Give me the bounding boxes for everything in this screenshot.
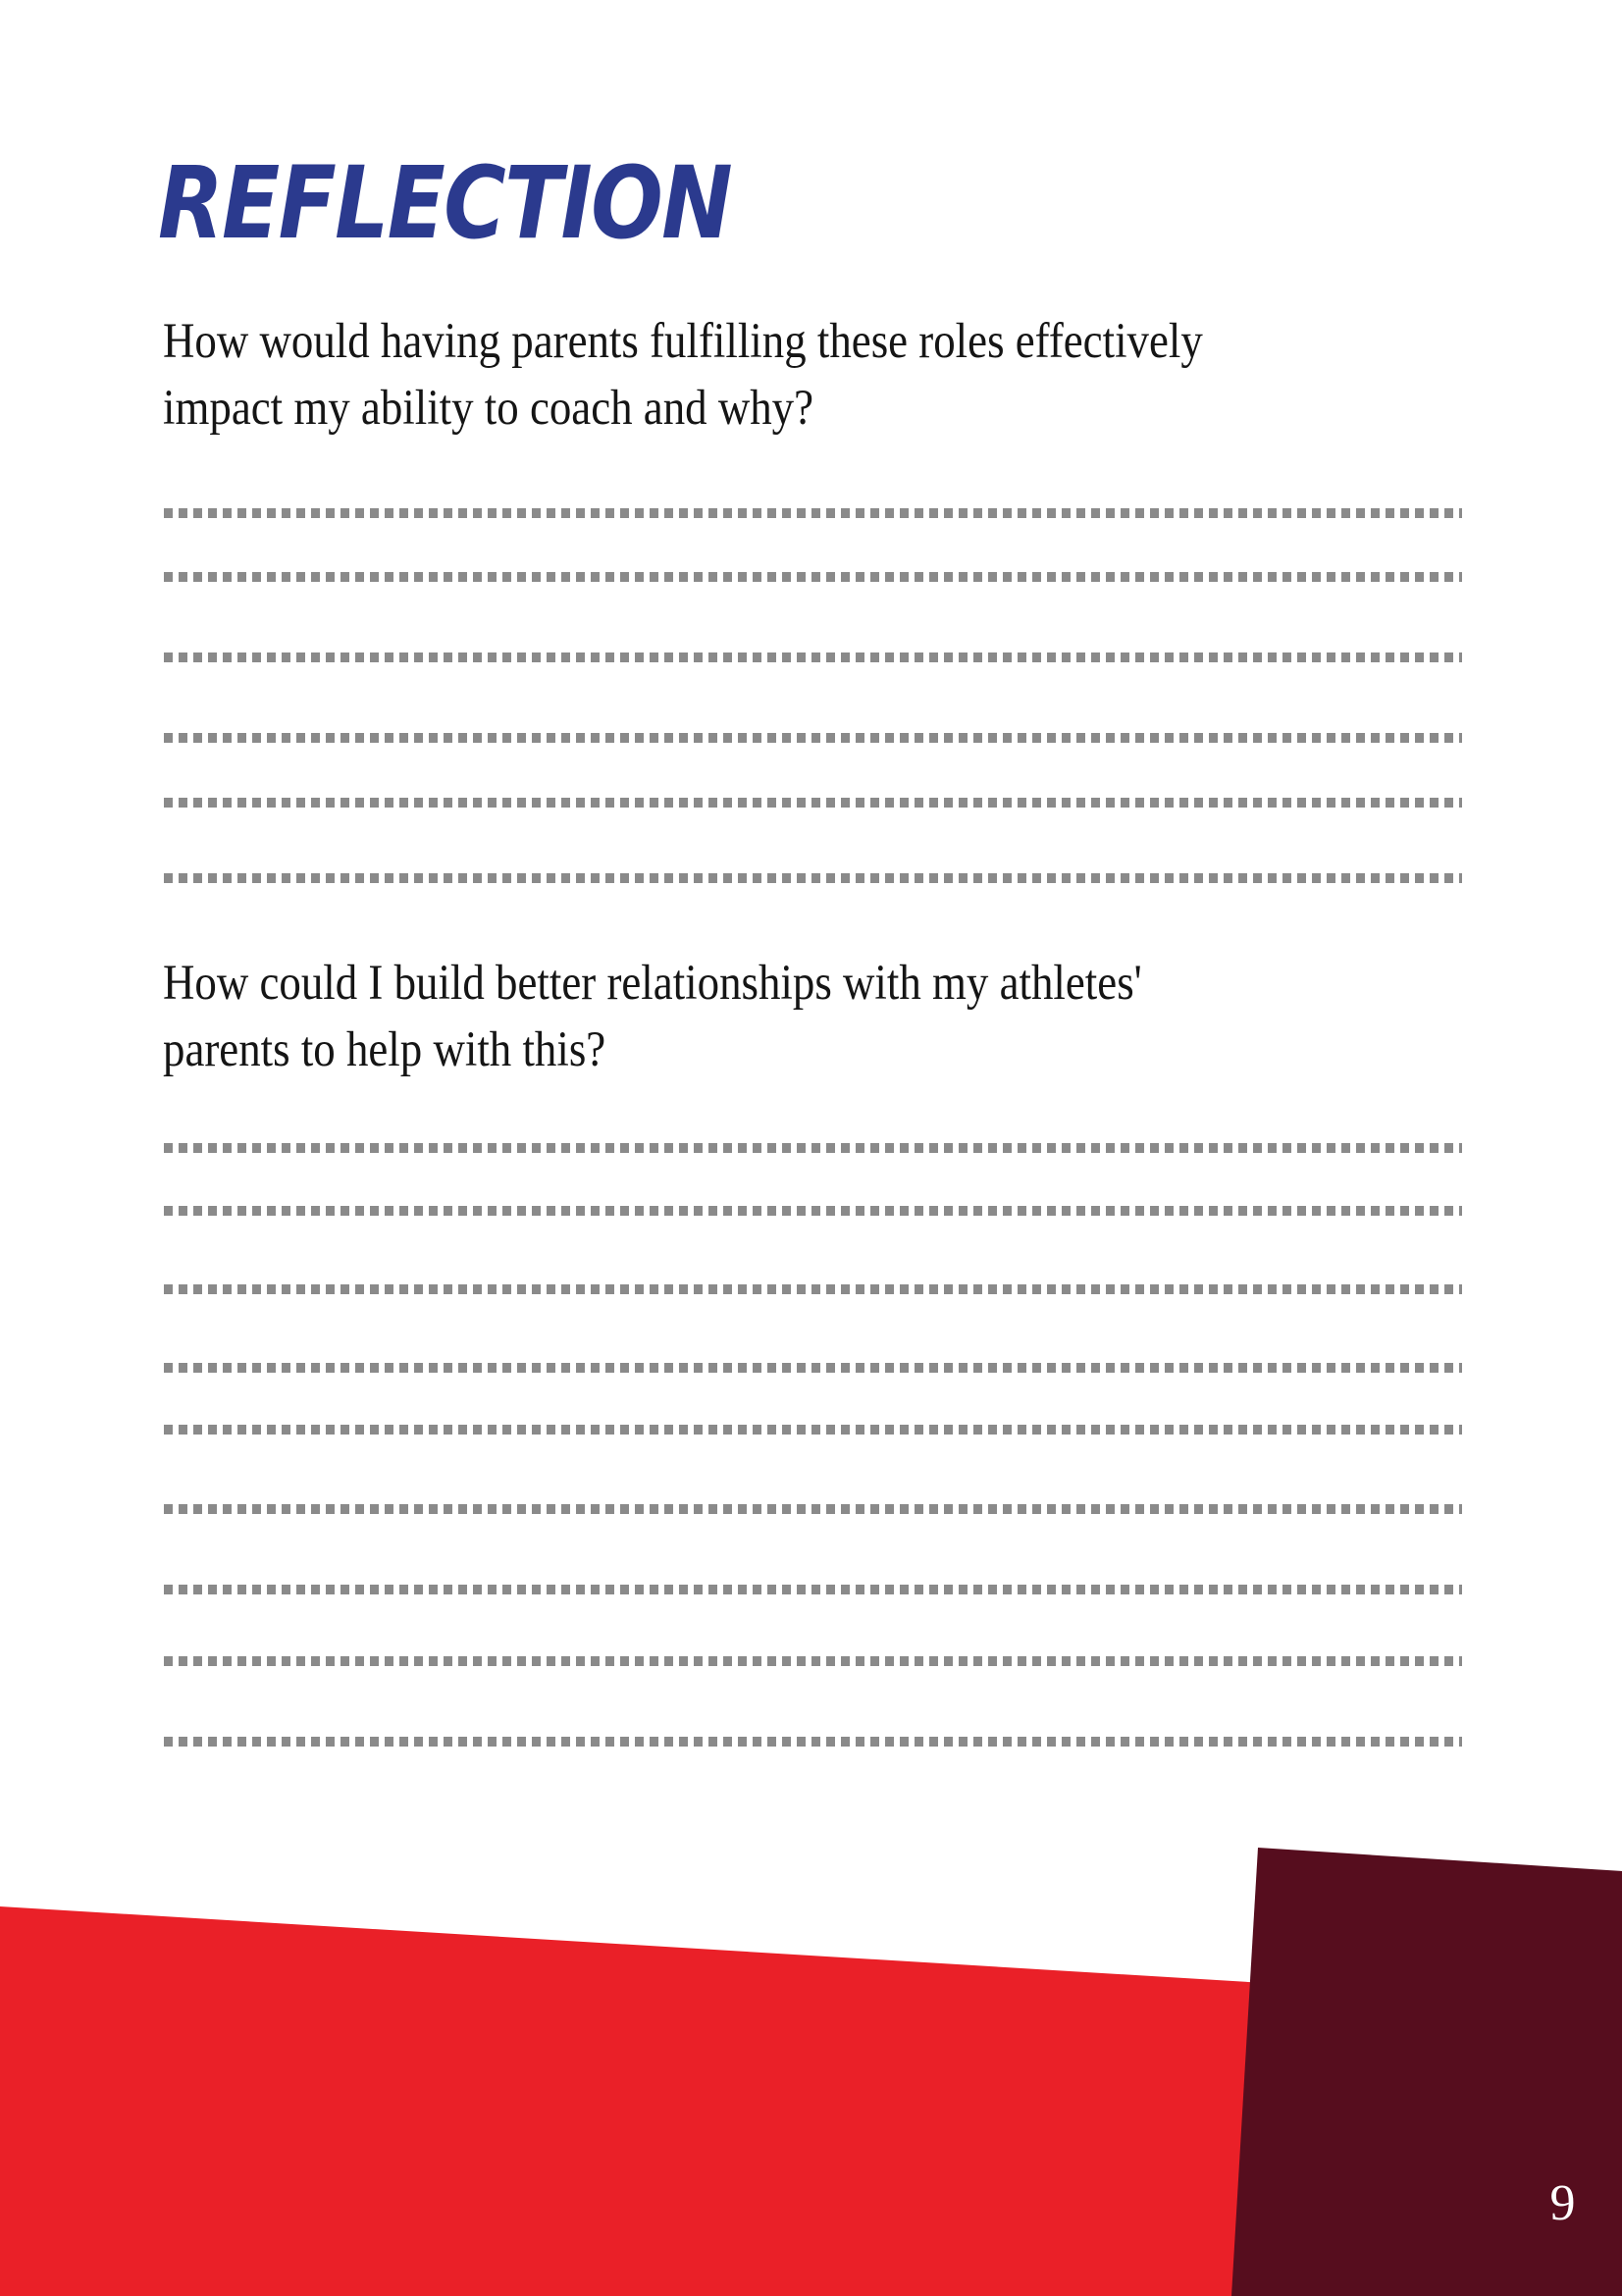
question-2-line-1: How could I build better relationships with my athletes' xyxy=(163,956,1142,1011)
question-2-line-2: parents to help with this? xyxy=(163,1022,606,1077)
answer-line xyxy=(164,1284,1462,1294)
answer-line xyxy=(164,733,1462,743)
answer-line xyxy=(164,798,1462,808)
answer-line xyxy=(164,1363,1462,1373)
answer-line xyxy=(164,1656,1462,1666)
question-1 xyxy=(163,308,1203,442)
question-2 xyxy=(163,950,1142,1083)
answer-line xyxy=(164,572,1462,582)
answer-line xyxy=(164,652,1462,662)
answer-line xyxy=(164,1585,1462,1594)
answer-line xyxy=(164,1504,1462,1514)
answer-line xyxy=(164,1143,1462,1153)
question-1-line-1: How would having parents fulfilling these roles effectively xyxy=(163,314,1203,369)
question-1-line-2: impact my ability to coach and why? xyxy=(163,381,814,436)
answer-line xyxy=(164,1737,1462,1747)
page-number: 9 xyxy=(1549,2175,1576,2231)
answer-line xyxy=(164,1206,1462,1216)
answer-line xyxy=(164,508,1462,518)
answer-line xyxy=(164,873,1462,883)
page-title: REFLECTION xyxy=(158,145,731,262)
answer-line xyxy=(164,1425,1462,1435)
